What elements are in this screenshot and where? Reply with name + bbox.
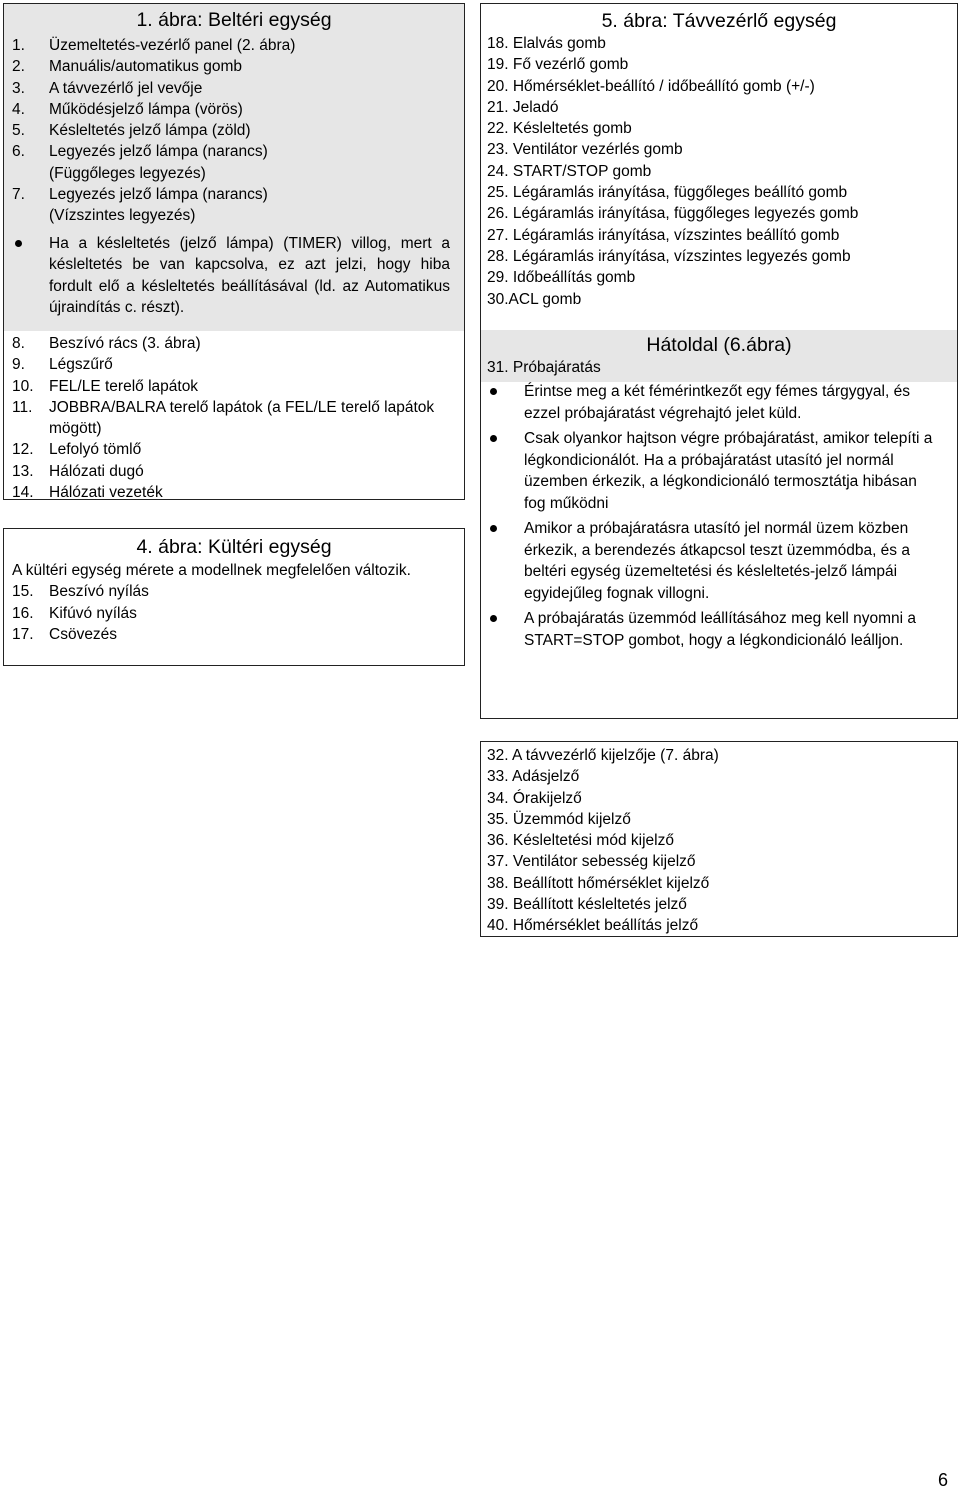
list-item: 14. Hálózati vezeték <box>12 484 163 502</box>
list-item: 9. Légszűrő <box>12 356 113 374</box>
display-items <box>487 745 719 937</box>
list-item: 5. Késleltetés jelző lámpa (zöld) <box>12 122 251 140</box>
list-item: 28. Légáramlás irányítása, vízszintes legyezés gomb <box>487 247 851 265</box>
remote-unit-box <box>480 3 958 719</box>
remote-items <box>487 33 858 310</box>
list-item: 7. Legyezés jelző lámpa (narancs) (Vízszintes legyezés) <box>12 186 268 225</box>
remote-display-box <box>480 741 958 937</box>
list-item: 23. Ventilátor vezérlés gomb <box>487 141 683 159</box>
bullet-icon <box>487 608 524 651</box>
indoor-unit-title: 1. ábra: Beltéri egység <box>136 9 332 31</box>
back-side-content <box>487 357 939 651</box>
list-item: 24. START/STOP gomb <box>487 162 652 180</box>
list-item: Érintse meg a két fémérintkezőt egy fémes tárgygyal, és ezzel próbajáratást végrehajtó jelet küld. <box>487 381 939 424</box>
list-item: 3. A távvezérlő jel vevője <box>12 79 203 97</box>
list-item: 10. FEL/LE terelő lapátok <box>12 377 199 395</box>
list-item: 2. Manuális/automatikus gomb <box>12 58 242 76</box>
list-item: 17. Csövezés <box>12 625 118 643</box>
list-item: 4. Működésjelző lámpa (vörös) <box>12 100 243 118</box>
back-side-title: Hátoldal (6.ábra) <box>646 334 792 356</box>
list-item: 25. Légáramlás irányítása, függőleges beállító gomb <box>487 184 848 202</box>
timer-note: Ha a késleltetés (jelző lámpa) (TIMER) villog, mert a késleltetés be van kapcsolva, ez azt jelzi, hogy hiba fordult elő a késleltetés beállításával (ld. az Automatikus újraindítás c. részt). <box>12 233 450 319</box>
indoor-unit-box <box>3 3 465 500</box>
list-item: 35. Üzemmód kijelző <box>487 810 631 828</box>
list-item: 6. Legyezés jelző lámpa (narancs) (Függőleges legyezés) <box>12 143 268 182</box>
bullet-icon <box>487 381 524 424</box>
list-item: 38. Beállított hőmérséklet kijelző <box>487 874 710 892</box>
list-item: 30.ACL gomb <box>487 290 582 308</box>
list-item: 27. Légáramlás irányítása, vízszintes beállító gomb <box>487 226 840 244</box>
list-item: 18. Elalvás gomb <box>487 35 606 52</box>
list-item: 22. Késleltetés gomb <box>487 120 632 138</box>
test-run-heading: 31. Próbajáratás <box>487 359 601 376</box>
list-item: 13. Hálózati dugó <box>12 462 144 480</box>
list-item: 20. Hőmérséklet-beállító / időbeállító gomb (+/-) <box>487 77 815 95</box>
list-item: 37. Ventilátor sebesség kijelző <box>487 853 696 871</box>
list-item: 15. Beszívó nyílás <box>12 583 149 601</box>
list-item: 36. Késleltetési mód kijelző <box>487 832 674 850</box>
list-item: 12. Lefolyó tömlő <box>12 441 142 459</box>
list-item: 11. JOBBRA/BALRA terelő lapátok (a FEL/LE terelő lapátok mögött) <box>12 398 435 438</box>
list-item: 16. Kifúvó nyílás <box>12 604 137 622</box>
list-item: 29. Időbeállítás gomb <box>487 269 636 287</box>
page-number: 6 <box>937 1470 948 1490</box>
list-item: 39. Beállított késleltetés jelző <box>487 896 687 914</box>
list-item: 1. Üzemeltetés-vezérlő panel (2. ábra) <box>12 37 296 54</box>
outdoor-unit-title: 4. ábra: Kültéri egység <box>136 536 332 558</box>
remote-unit-title: 5. ábra: Távvezérlő egység <box>601 10 837 32</box>
list-item: Amikor a próbajáratásra utasító jel normál üzem közben érkezik, a berendezés átkapcsol teszt üzemmódba, és a beltéri egység üzemeltetési és késleltetés-jelző lámpái egyidejűleg fognak villogni. <box>487 518 939 604</box>
list-item: 26. Légáramlás irányítása, függőleges legyezés gomb <box>487 205 859 223</box>
list-item: 34. Órakijelző <box>487 789 582 807</box>
outdoor-content <box>12 560 450 645</box>
list-item: 33. Adásjelző <box>487 768 580 786</box>
list-item: 32. A távvezérlő kijelzője (7. ábra) <box>487 747 719 764</box>
list-item: 21. Jeladó <box>487 98 559 116</box>
indoor-items-a <box>12 35 450 319</box>
outdoor-intro: A kültéri egység mérete a modellnek megfelelően változik. <box>12 562 411 579</box>
bullet-icon <box>487 428 524 514</box>
list-item: Csak olyankor hajtson végre próbajáratást, amikor telepíti a légkondicionálót. Ha a próbajáratást utasító jel normál üzemben érkezik, a légkondicionáló termosztátja hibásan fog működni <box>487 428 939 514</box>
list-item: 8. Beszívó rács (3. ábra) <box>12 335 201 352</box>
bullet-icon <box>487 518 524 604</box>
outdoor-unit-box <box>3 528 465 666</box>
list-item: 19. Fő vezérlő gomb <box>487 56 629 74</box>
list-item: 40. Hőmérséklet beállítás jelző <box>487 917 699 935</box>
bullet-icon <box>12 233 49 319</box>
list-item: A próbajáratás üzemmód leállításához meg kell nyomni a START=STOP gombot, hogy a légkondicionáló leálljon. <box>487 608 939 651</box>
indoor-items-b <box>12 333 450 503</box>
